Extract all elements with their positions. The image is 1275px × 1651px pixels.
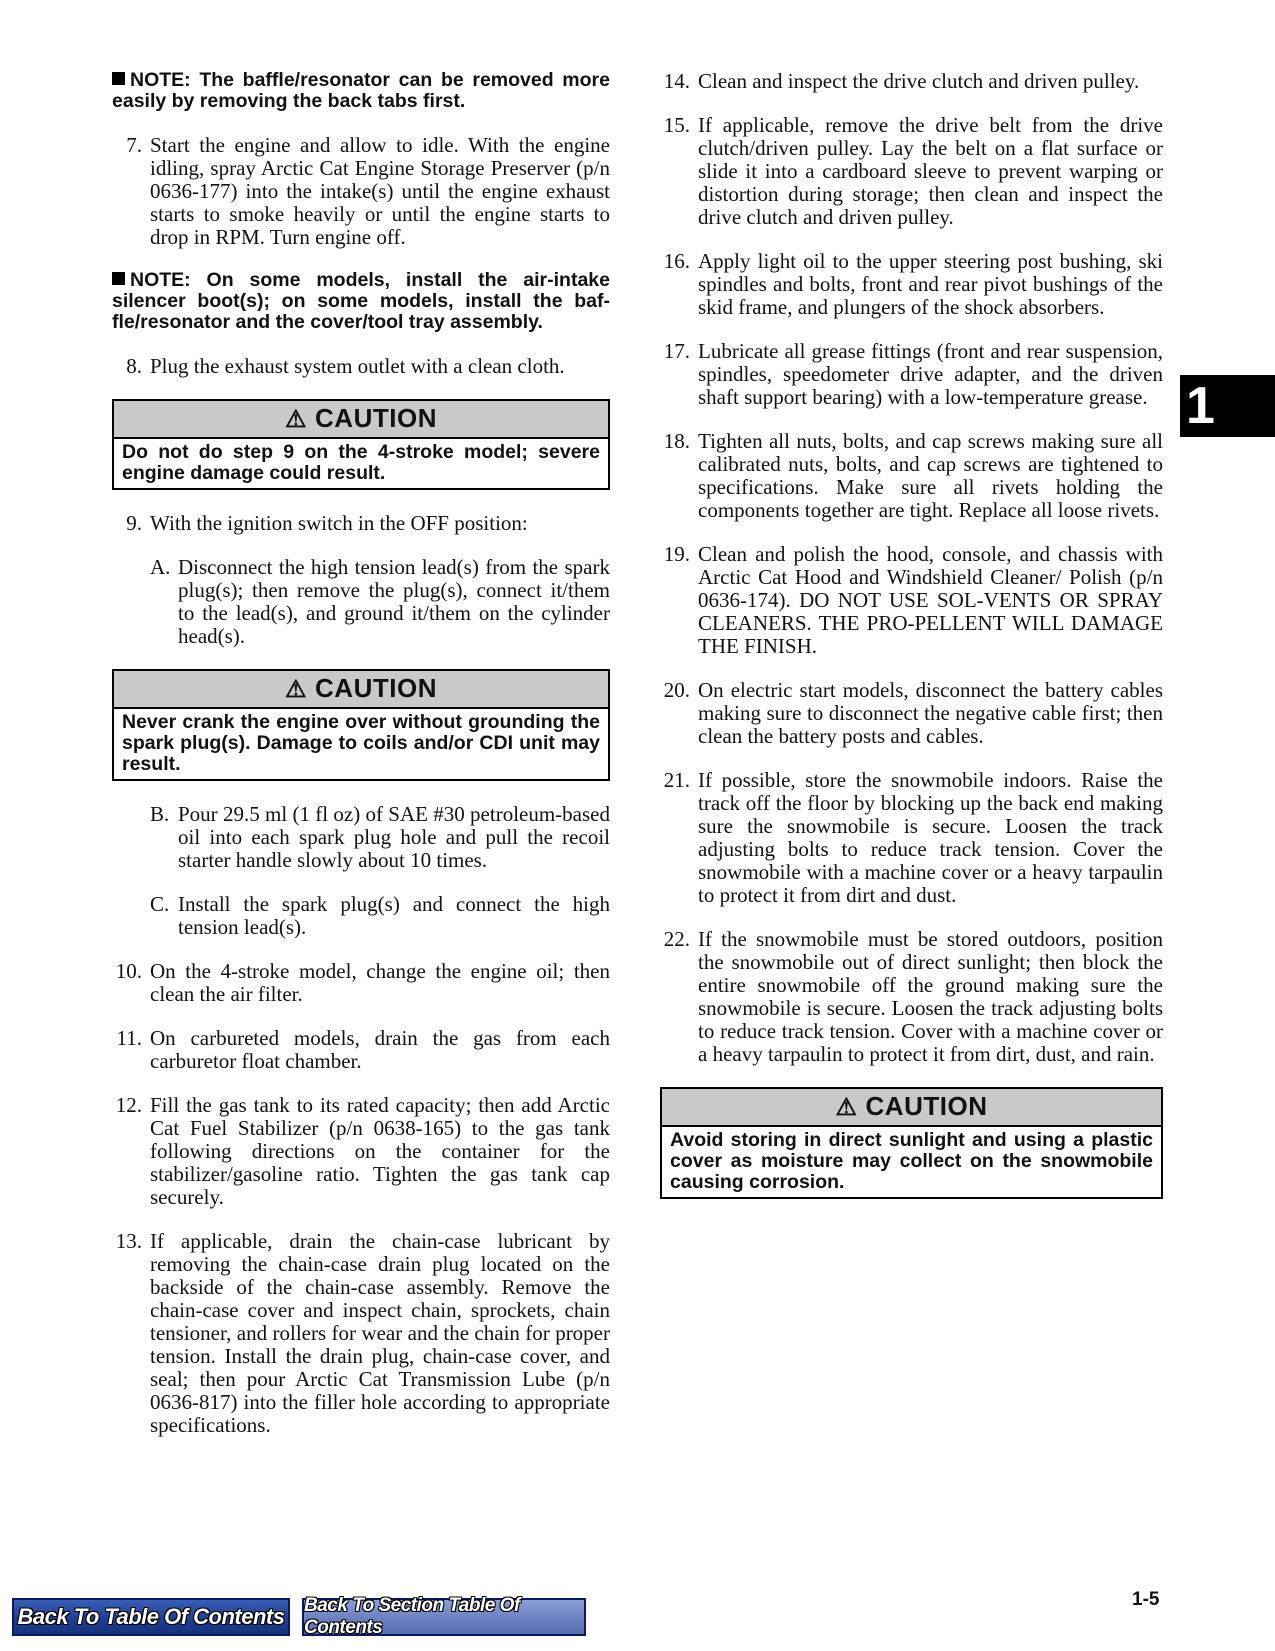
sub-item-text: Disconnect the high tension lead(s) from the spark plug(s); then remove the plug(s), connect it/them to the lead(s), and ground it/them on the cylinder head(s).	[178, 555, 610, 648]
sub-item	[150, 556, 610, 648]
item-text: If the snowmobile must be stored outdoors, position the snowmobile out of direct sunlight; then block the entire snowmobile off the ground making sure the snowmobile is secure. Loosen the track adjusting bolts to reduce track tension. Cover with a machine cover or a heavy tarpaulin to protect it from dirt, dust, and rain.	[698, 927, 1163, 1066]
caution-text: Do not do step 9 on the 4-stroke model; severe engine damage could result.	[122, 441, 600, 484]
note: NOTE: On some models, install the air-intake silencer boot(s); on some models, install the baf-fle/resonator and the cover/tool tray assembly.	[112, 269, 610, 333]
item-text: Lubricate all grease fittings (front and rear suspension, spindles, speedometer drive adapter, and the driven shaft support bearing) with a low-temperature grease.	[698, 339, 1163, 409]
sub-item-text: Install the spark plug(s) and connect the high tension lead(s).	[178, 892, 610, 939]
item-number: 11.	[116, 1026, 142, 1050]
item-text: Tighten all nuts, bolts, and cap screws making sure all calibrated nuts, bolts, and cap screws are tightened to specifications. Make sure all rivets holding the components together are tight. Replace all loose rivets.	[698, 429, 1163, 522]
list-item	[660, 543, 1163, 658]
list-item	[660, 340, 1163, 409]
item-number: 19.	[663, 542, 690, 566]
sub-item-letter: B.	[150, 802, 170, 826]
item-text: On electric start models, disconnect the battery cables making sure to disconnect the negative cable first; then clean the battery posts and cables.	[698, 678, 1163, 748]
page-number: 1-5	[1132, 1589, 1160, 1610]
caution-box	[112, 669, 610, 781]
list-item	[660, 70, 1163, 93]
caution-text: Never crank the engine over without grounding the spark plug(s). Damage to coils and/or CDI unit may result.	[122, 711, 600, 775]
right-column	[660, 70, 1163, 1221]
back-to-toc-button[interactable]: Back To Table Of Contents	[12, 1598, 290, 1636]
item-number: 21.	[663, 768, 690, 792]
item-number: 7.	[126, 133, 142, 157]
item-number: 14.	[663, 69, 690, 93]
item-number: 9.	[126, 511, 142, 535]
list-item	[112, 1094, 610, 1209]
list-item	[112, 1230, 610, 1437]
section-tab: 1	[1180, 375, 1275, 437]
warning-triangle-icon: ⚠	[835, 1094, 858, 1121]
caution-text: Avoid storing in direct sunlight and using a plastic cover as moisture may collect on the snowmobile causing corrosion.	[670, 1129, 1153, 1193]
list-item	[112, 134, 610, 249]
item-number: 16.	[663, 249, 690, 273]
item-number: 15.	[663, 113, 690, 137]
item-number: 8.	[126, 354, 142, 378]
caution-header: ⚠ CAUTION	[662, 1089, 1161, 1127]
item-text: If applicable, drain the chain-case lubricant by removing the chain-case drain plug located on the backside of the chain-case assembly. Remove the chain-case cover and inspect chain, sprockets, chain tensioner, and rollers for wear and the chain for proper tension. Install the drain plug, chain-case cover, and seal; then pour Arctic Cat Transmission Lube (p/n 0636-817) into the filler hole according to appropriate specifications.	[150, 1229, 610, 1437]
sub-item	[150, 803, 610, 872]
left-column	[112, 70, 610, 1458]
list-item	[660, 679, 1163, 748]
item-text: Clean and polish the hood, console, and chassis with Arctic Cat Hood and Windshield Cleaner/ Polish (p/n 0636-174). DO NOT USE SOL-VENTS OR SPRAY CLEANERS. THE PRO-PELLENT WILL DAMAGE THE FINISH.	[698, 542, 1163, 658]
caution-header: ⚠ CAUTION	[114, 671, 608, 709]
item-text: Plug the exhaust system outlet with a clean cloth.	[150, 354, 565, 378]
item-text: If applicable, remove the drive belt from the drive clutch/driven pulley. Lay the belt on a flat surface or slide it into a cardboard sleeve to prevent warping or distortion during storage; then clean and inspect the drive clutch and driven pulley.	[698, 113, 1163, 229]
item-text: With the ignition switch in the OFF position:	[150, 511, 528, 535]
note-square-icon	[112, 72, 125, 85]
list-item	[112, 355, 610, 378]
list-item	[660, 928, 1163, 1066]
warning-triangle-icon: ⚠	[285, 406, 308, 433]
list-item	[112, 960, 610, 1006]
item-text: Clean and inspect the drive clutch and driven pulley.	[698, 69, 1140, 93]
item-number: 18.	[663, 429, 690, 453]
item-text: Fill the gas tank to its rated capacity; then add Arctic Cat Fuel Stabilizer (p/n 0638-165) to the gas tank following directions on the container for the stabilizer/gasoline ratio. Tighten the gas tank cap securely.	[150, 1093, 610, 1209]
item-text: On carbureted models, drain the gas from each carburetor float chamber.	[150, 1026, 610, 1073]
caution-box	[660, 1087, 1163, 1199]
item-number: 13.	[115, 1229, 142, 1253]
item-text: Start the engine and allow to idle. With the engine idling, spray Arctic Cat Engine Storage Preserver (p/n 0636-177) into the intake(s) until the engine exhaust starts to smoke heavily or until the engine starts to drop in RPM. Turn engine off.	[150, 133, 610, 249]
sub-item-letter: A.	[150, 555, 171, 579]
caution-header: ⚠ CAUTION	[114, 401, 608, 439]
item-number: 22.	[663, 927, 690, 951]
list-item	[660, 769, 1163, 907]
back-to-section-toc-button[interactable]: Back To Section Table Of Contents	[302, 1598, 586, 1636]
list-item	[660, 430, 1163, 522]
item-number: 20.	[663, 678, 690, 702]
caution-box	[112, 399, 610, 490]
item-text: On the 4-stroke model, change the engine oil; then clean the air filter.	[150, 959, 610, 1006]
item-number: 10.	[115, 959, 142, 983]
warning-triangle-icon: ⚠	[285, 676, 308, 703]
list-item	[112, 512, 610, 535]
note-square-icon	[112, 272, 125, 285]
sub-item	[150, 893, 610, 939]
item-text: Apply light oil to the upper steering post bushing, ski spindles and bolts, front and rear pivot bushings of the skid frame, and plungers of the shock absorbers.	[698, 249, 1163, 319]
sub-item-text: Pour 29.5 ml (1 fl oz) of SAE #30 petroleum-based oil into each spark plug hole and pull the recoil starter handle slowly about 10 times.	[178, 802, 610, 872]
list-item	[660, 114, 1163, 229]
list-item	[112, 1027, 610, 1073]
item-text: If possible, store the snowmobile indoors. Raise the track off the floor by blocking up the back end making sure the snowmobile is secure. Loosen the track adjusting bolts to reduce track tension. Cover the snowmobile with a machine cover or a heavy tarpaulin to protect it from dirt and dust.	[698, 768, 1163, 907]
item-number: 17.	[663, 339, 690, 363]
note: NOTE: The baffle/resonator can be removed more easily by removing the back tabs first.	[112, 69, 610, 112]
list-item	[660, 250, 1163, 319]
sub-item-letter: C.	[150, 892, 170, 916]
item-number: 12.	[115, 1093, 142, 1117]
